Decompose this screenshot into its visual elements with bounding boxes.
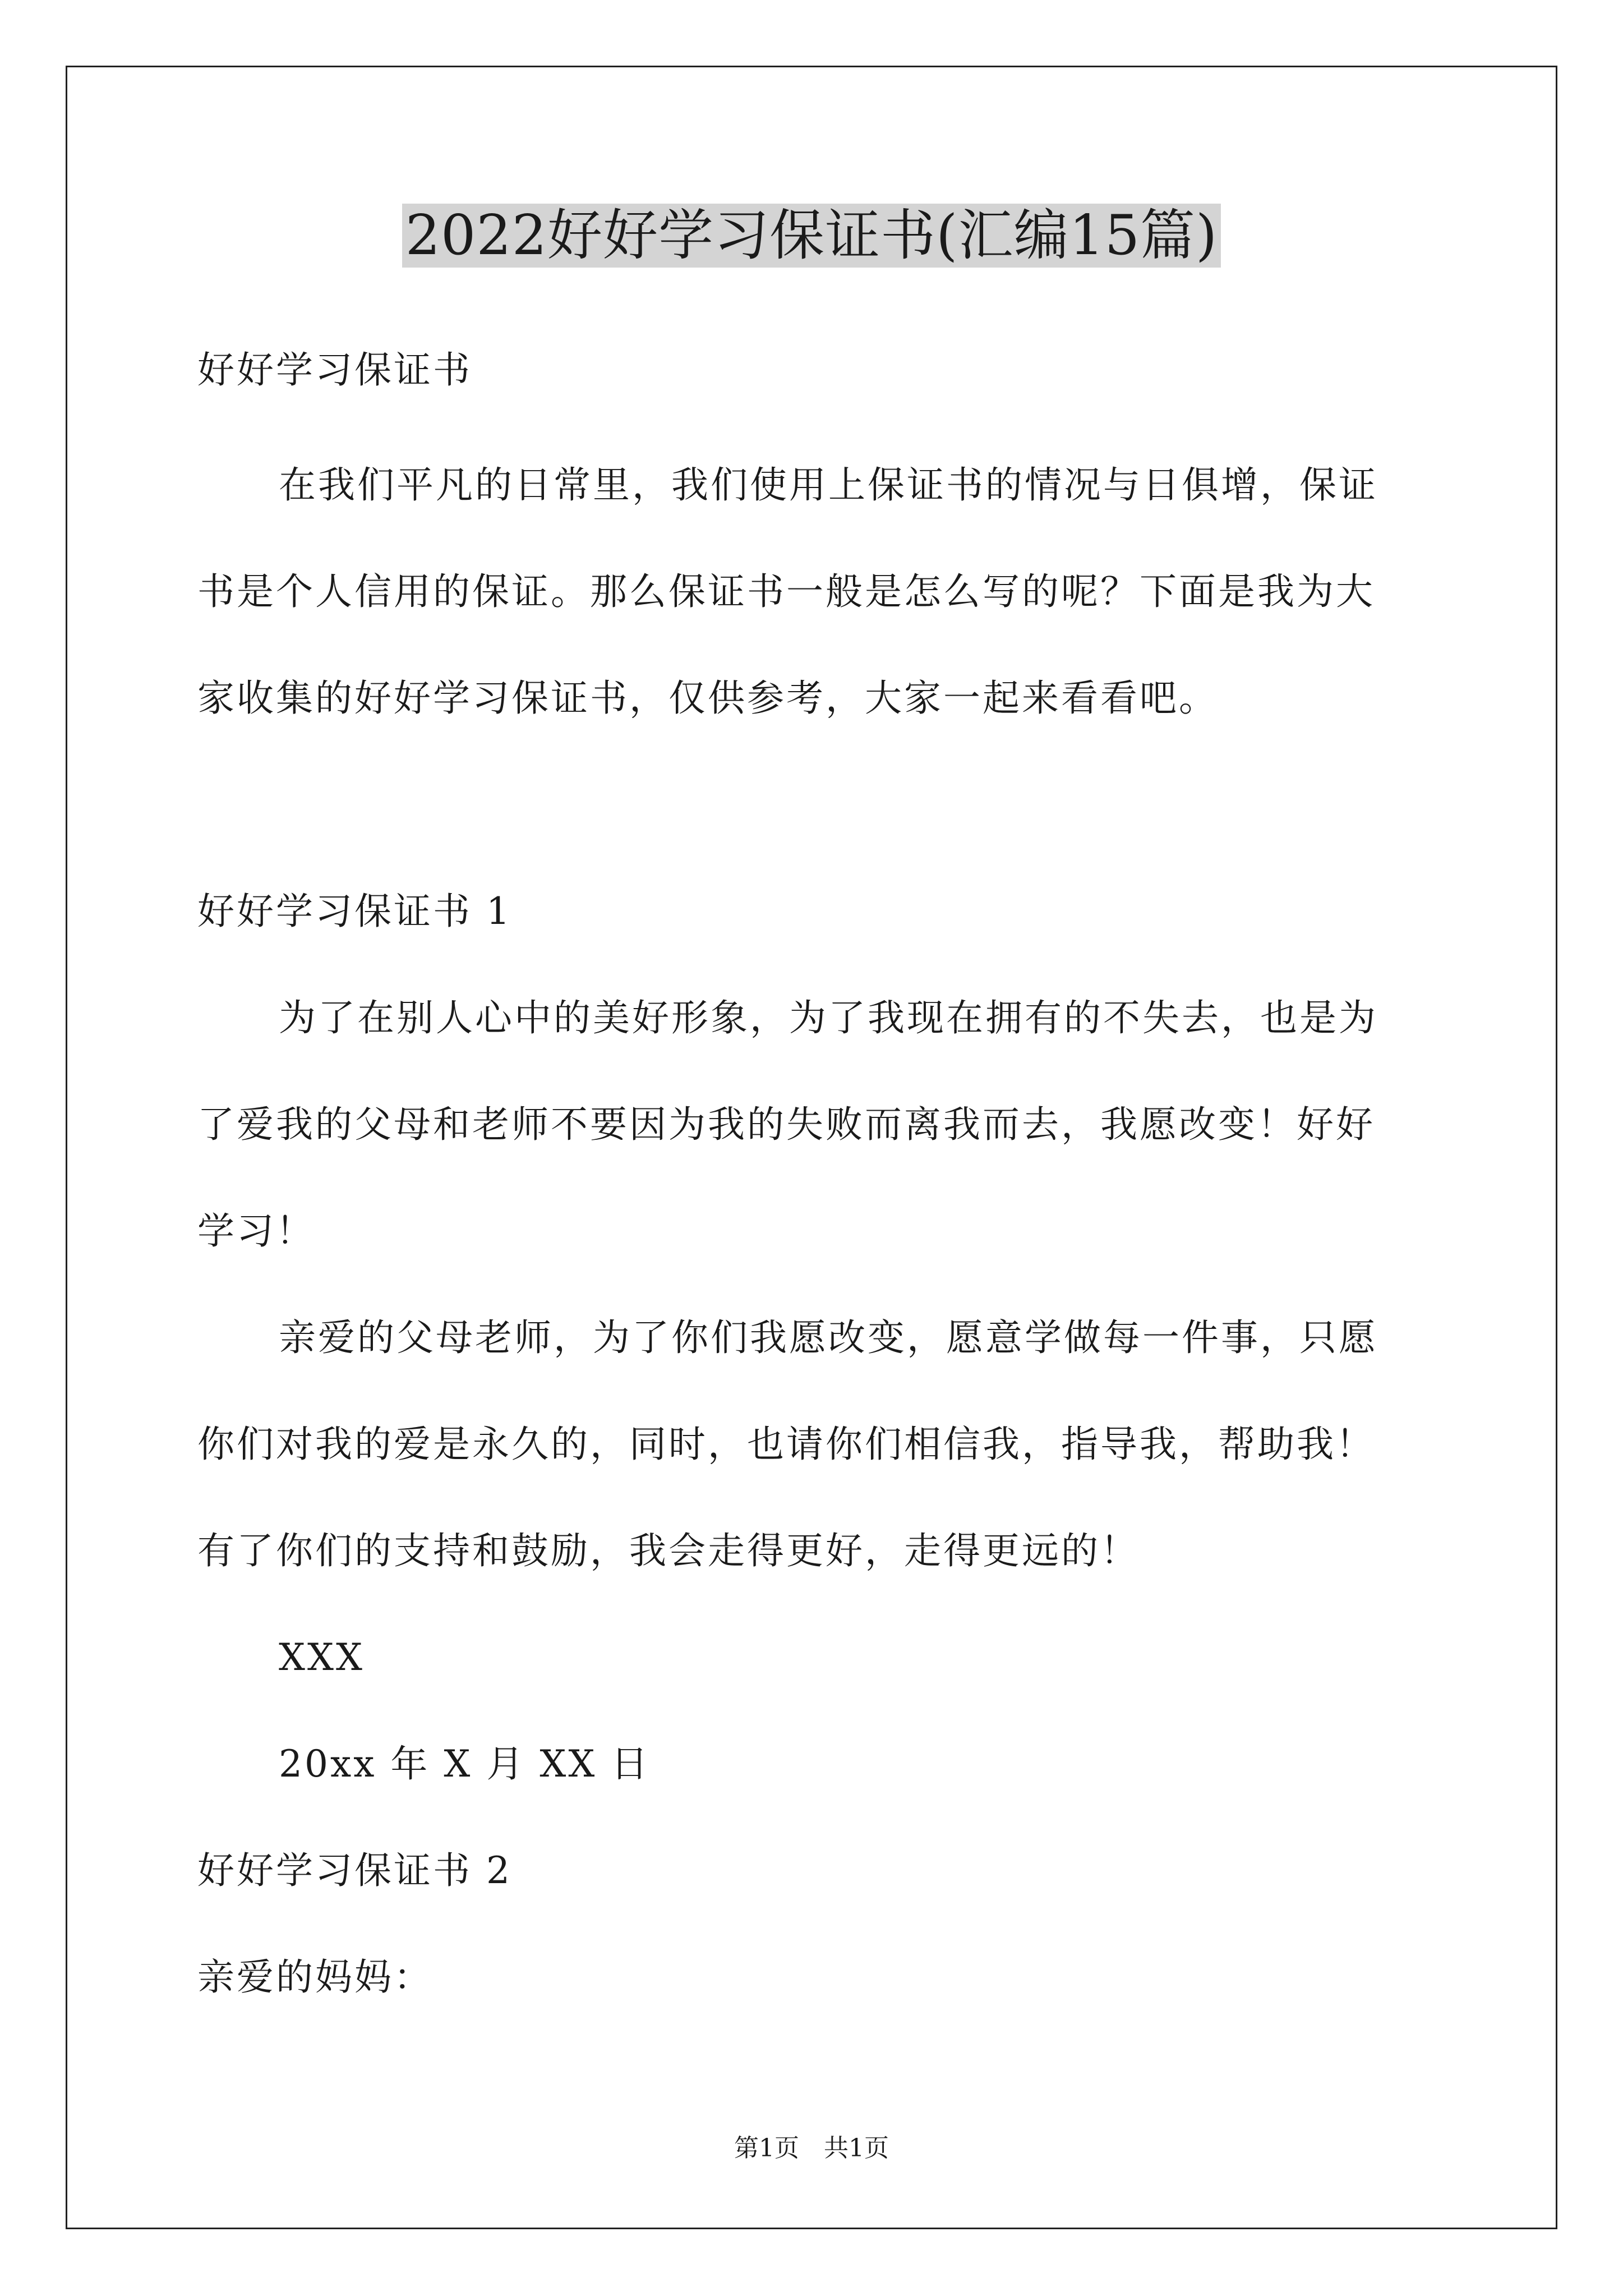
section-heading: 好好学习保证书 1 — [197, 890, 512, 933]
intro-line: 家收集的好好学习保证书，仅供参考，大家一起来看看吧。 — [197, 677, 1218, 720]
salutation: 亲爱的妈妈： — [197, 1955, 433, 1999]
intro-line: 书是个人信用的保证。那么保证书一般是怎么写的呢？下面是我为大 — [197, 570, 1375, 613]
body-line: 为了在别人心中的美好形象，为了我现在拥有的不失去，也是为 — [279, 996, 1378, 1039]
section-heading: 好好学习保证书 — [197, 348, 472, 392]
document-title — [0, 199, 1623, 272]
body-line: 亲爱的父母老师，为了你们我愿改变，愿意学做每一件事，只愿 — [279, 1316, 1378, 1359]
signature-date: 20xx 年 X 月 XX 日 — [279, 1742, 651, 1786]
body-line: 了爱我的父母和老师不要因为我的失败而离我而去，我愿改变！好好 — [197, 1103, 1375, 1146]
signature-name: XXX — [279, 1636, 365, 1679]
body-line: 你们对我的爱是永久的，同时，也请你们相信我，指导我，帮助我！ — [197, 1423, 1375, 1466]
section-heading: 好好学习保证书 2 — [197, 1849, 512, 1892]
body-line: 有了你们的支持和鼓励，我会走得更好，走得更远的！ — [197, 1529, 1140, 1572]
page-footer: 第1页 共1页 — [734, 2134, 889, 2162]
body-line: 学习！ — [197, 1209, 315, 1253]
intro-line: 在我们平凡的日常里，我们使用上保证书的情况与日俱增，保证 — [279, 463, 1378, 507]
document-title-text: 2022好好学习保证书(汇编15篇) — [402, 204, 1221, 268]
